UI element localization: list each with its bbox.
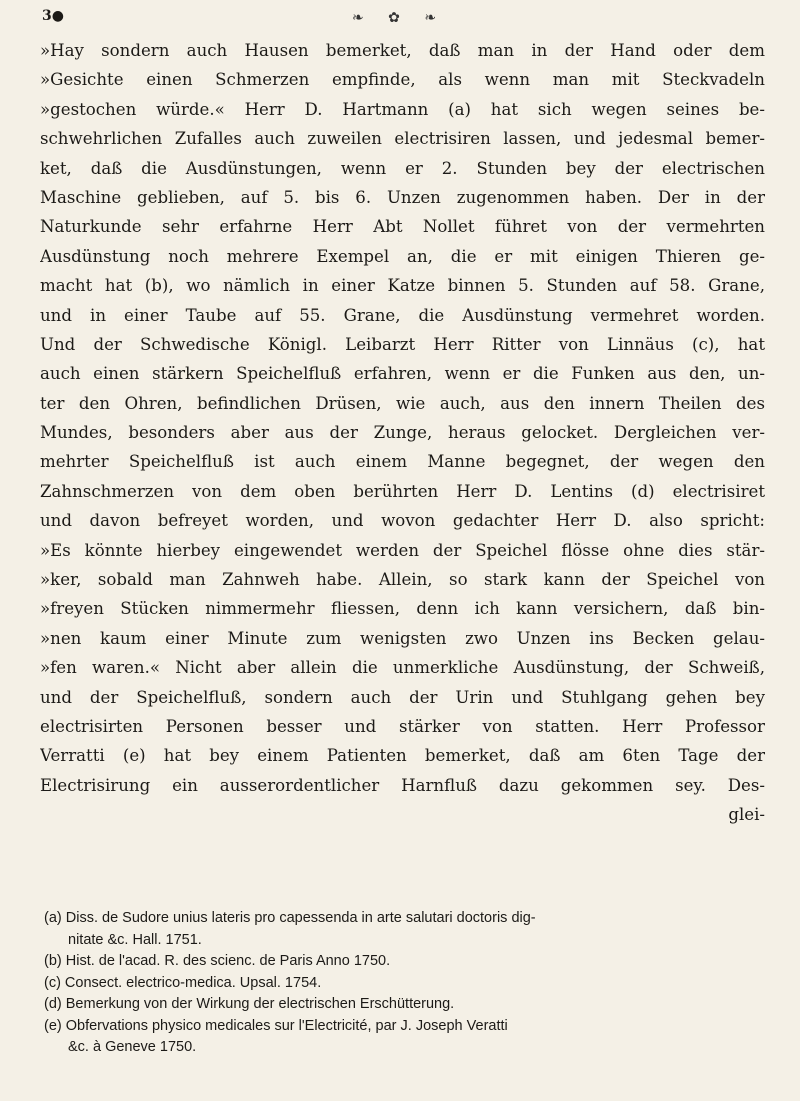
text-line: Maschine geblieben, auf 5. bis 6. Unzen zugenommen haben. Der in der	[40, 187, 765, 207]
text-line: Und der Schwedische Königl. Leibarzt Herr Ritter von Linnäus (c), hat	[40, 334, 765, 354]
text-line: »Hay sondern auch Hausen bemerket, daß man in der Hand oder dem	[40, 41, 765, 60]
main-text	[40, 36, 765, 830]
footnote: (d) Bemerkung von der Wirkung der electrischen Erschütterung.	[44, 996, 455, 1012]
text-line: und davon befreyet worden, und wovon gedachter Herr D. also spricht:	[40, 511, 765, 531]
text-line: Naturkunde sehr erfahrne Herr Abt Nollet führet von der vermehrten	[40, 217, 765, 237]
text-line: Mundes, besonders aber aus der Zunge, heraus gelocket. Dergleichen ver-	[40, 423, 765, 443]
footnote: (a) Diss. de Sudore unius lateris pro capessenda in arte salutari doctoris dig-	[44, 910, 536, 926]
text-line: und in einer Taube auf 55. Grane, die Ausdünstung vermehret worden.	[40, 305, 765, 325]
text-line: ket, daß die Ausdünstungen, wenn er 2. Stunden bey der electrischen	[40, 158, 765, 178]
text-line: »freyen Stücken nimmermehr fliessen, denn ich kann versichern, daß bin-	[40, 599, 765, 619]
text-line: electrisirten Personen besser und stärker von statten. Herr Professor	[40, 716, 765, 736]
footnote-continuation: &c. à Geneve 1750.	[68, 1039, 197, 1055]
footnote-continuation: nitate &c. Hall. 1751.	[68, 931, 202, 948]
footnote: (e) Obfervations physico medicales sur l'Electricité, par J. Joseph Veratti	[44, 1017, 508, 1034]
text-line: »nen kaum einer Minute zum wenigsten zwo Unzen ins Becken gelau-	[40, 628, 765, 648]
text-line: mehrter Speichelfluß ist auch einem Manne begegnet, der wegen den	[40, 452, 765, 472]
text-line: auch einen stärkern Speichelfluß erfahren, wenn er die Funken aus den, un-	[40, 364, 765, 384]
footnotes	[44, 908, 764, 1059]
text-line: schwehrlichen Zufalles auch zuweilen electrisiren lassen, und jedesmal bemer-	[40, 129, 765, 149]
text-line: »Es könnte hierbey eingewendet werden der Speichel flösse ohne dies stär-	[40, 540, 765, 560]
text-line: Verratti (e) hat bey einem Patienten bemerket, daß am 6ten Tage der	[40, 746, 765, 766]
page-number: 3●	[42, 8, 64, 24]
catchword: glei-	[728, 805, 765, 825]
text-line: »gestochen würde.« Herr D. Hartmann (a) hat sich wegen seines be-	[40, 99, 765, 119]
text-line: »Gesichte einen Schmerzen empfinde, als wenn man mit Steckvadeln	[40, 70, 765, 90]
text-line: Ausdünstung noch mehrere Exempel an, die er mit einigen Thieren ge-	[40, 246, 765, 266]
text-line: »ker, sobald man Zahnweh habe. Allein, so stark kann der Speichel von	[40, 570, 765, 590]
text-line: macht hat (b), wo nämlich in einer Katze binnen 5. Stunden auf 58. Grane,	[40, 276, 765, 296]
text-line: Electrisirung ein ausserordentlicher Harnfluß dazu gekommen sey. Des-	[40, 775, 765, 795]
footnote: (c) Consect. electrico-medica. Upsal. 1754.	[44, 974, 322, 991]
text-line: ter den Ohren, befindlichen Drüsen, wie auch, aus den innern Theilen des	[40, 393, 765, 413]
text-line: »fen waren.« Nicht aber allein die unmerkliche Ausdünstung, der Schweiß,	[40, 658, 765, 678]
page-header	[42, 8, 762, 30]
footnote: (b) Hist. de l'acad. R. des scienc. de Paris Anno 1750.	[44, 953, 391, 969]
text-line: Zahnschmerzen von dem oben berührten Herr D. Lentins (d) electrisiret	[40, 481, 765, 501]
printer-ornament-icon: ❧ ✿ ❧	[352, 10, 447, 26]
text-line: und der Speichelfluß, sondern auch der Urin und Stuhlgang gehen bey	[40, 687, 765, 707]
